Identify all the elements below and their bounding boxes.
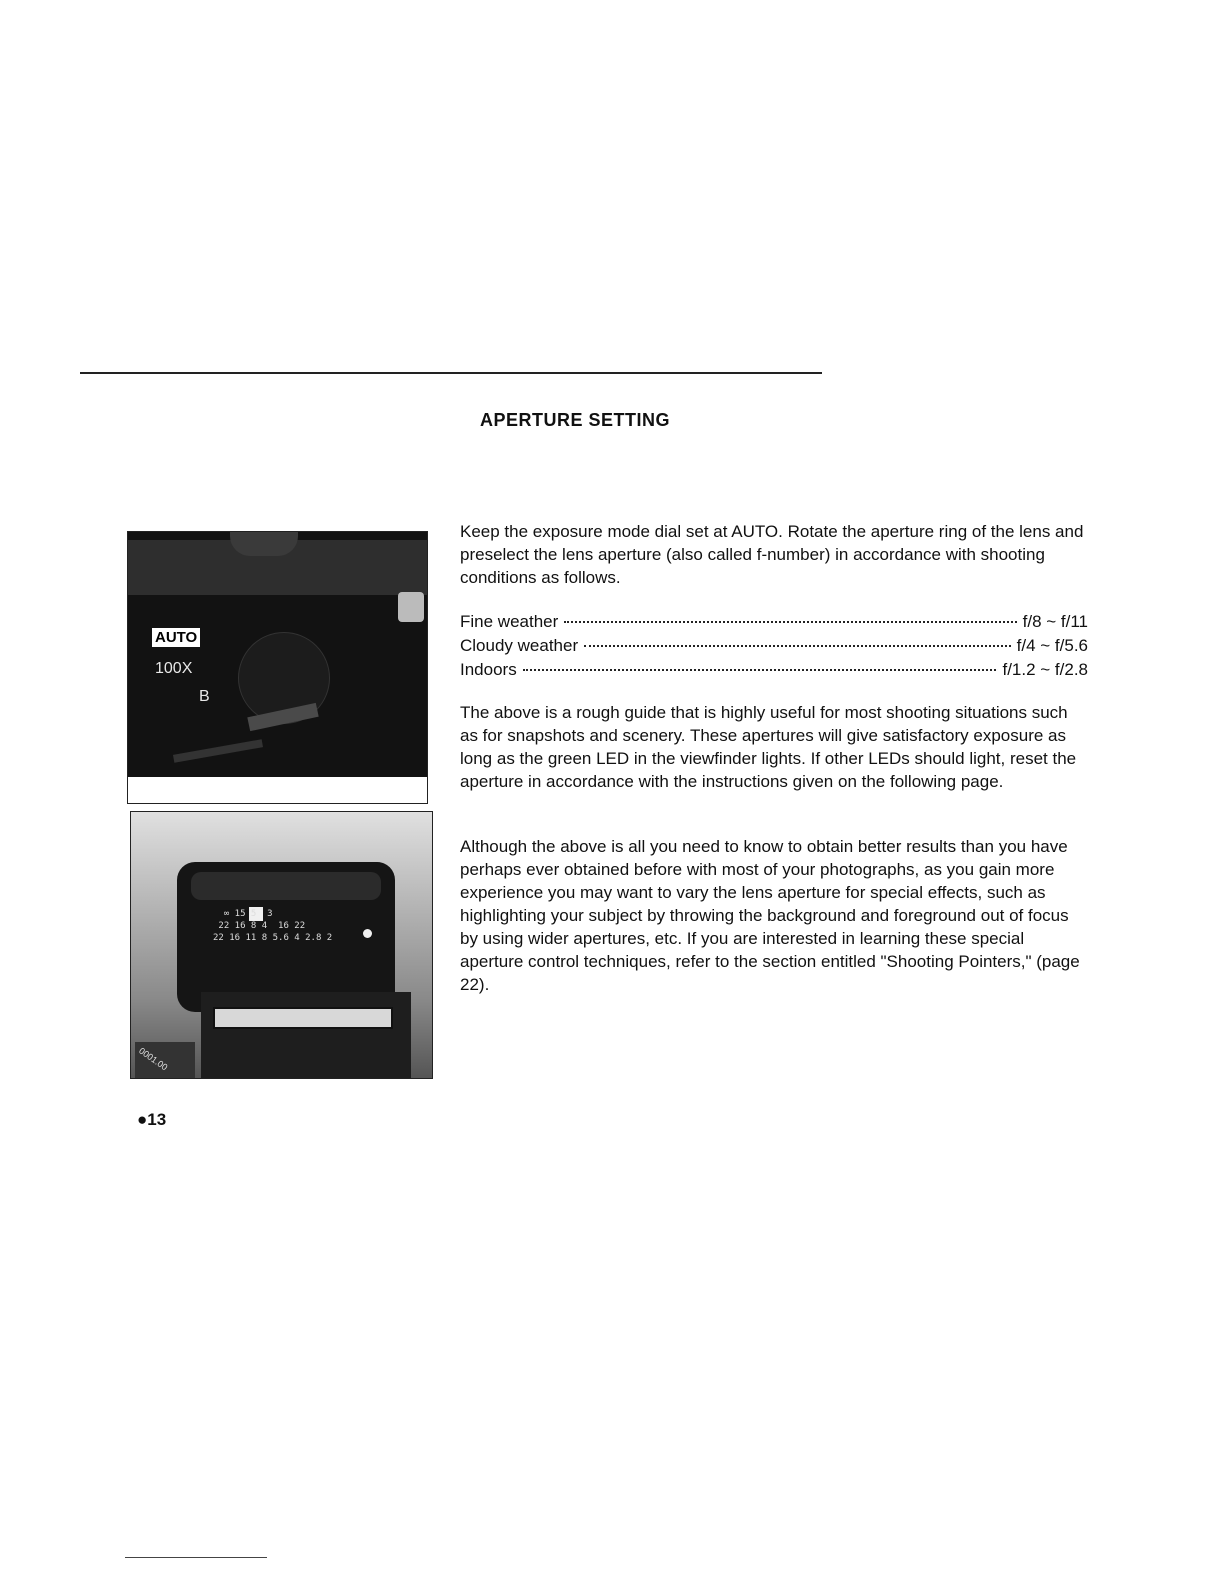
corner-imprint: 0001.00 — [137, 1045, 170, 1073]
aperture-scale: ∞ 15 5 3 22 16 8 4 16 22 22 16 11 8 5.6 4 2.8 2 — [213, 909, 333, 943]
dot-leader — [564, 621, 1016, 623]
guide-row-indoors — [460, 660, 1088, 684]
focus-ring — [191, 872, 381, 900]
guide-condition: Fine weather — [460, 612, 559, 631]
camera-body — [201, 992, 411, 1078]
lens-aperture-ring-photo — [130, 811, 433, 1079]
intro-text: Keep the exposure mode dial set at AUTO. Rotate the aperture ring of the lens and preselect the lens aperture (also called f-number) in accordance with shooting conditions as follows. — [460, 522, 1084, 587]
guide-condition: Cloudy weather — [460, 636, 579, 655]
guide-row-fine — [460, 612, 1088, 636]
camera-mode-dial-photo — [127, 531, 428, 804]
aperture-guide — [460, 612, 1088, 684]
dial-setting-auto: AUTO — [152, 628, 200, 647]
dot-leader — [584, 645, 1011, 647]
paragraph-text: The above is a rough guide that is highly useful for most shooting situations such as for snapshots and scenery. These apertures will give satisfactory exposure as long as the green LED in the viewfinder lights. If other LEDs should light, reset the aperture in accordance with the instructions given on the following page. — [460, 703, 1077, 791]
page-title: APERTURE SETTING — [480, 410, 671, 430]
guide-aperture: f/4 ~ f/5.6 — [1016, 636, 1088, 655]
guide-explanation-paragraph — [460, 701, 1090, 793]
camera-front-plate — [213, 1007, 393, 1029]
lens-mount-dot — [363, 929, 372, 938]
guide-row-cloudy — [460, 636, 1088, 660]
camera-prism-housing — [230, 532, 298, 556]
guide-condition: Indoors — [460, 660, 517, 679]
dial-setting-100x: 100X — [155, 660, 193, 677]
advanced-usage-paragraph — [460, 835, 1090, 996]
dot-leader — [523, 669, 997, 671]
dial-setting-b: B — [199, 688, 210, 705]
paragraph-text: Although the above is all you need to know to obtain better results than you have perhaps ever obtained before with most of your photographs, as you gain more experience you may want to vary the lens aperture for special effects, such as highlighting your subject by throwing the background and foreground out of focus by using wider apertures, etc. If you are interested in learning these special aperture control techniques, refer to the section entitled "Shooting Pointers," (page 22). — [460, 837, 1080, 994]
top-rule — [80, 372, 822, 374]
guide-aperture: f/1.2 ~ f/2.8 — [1002, 660, 1088, 679]
camera-button — [398, 592, 424, 622]
bottom-rule — [125, 1557, 267, 1558]
intro-paragraph — [460, 520, 1090, 589]
guide-aperture: f/8 ~ f/11 — [1022, 612, 1088, 631]
page-number: ●13 — [137, 1110, 167, 1129]
